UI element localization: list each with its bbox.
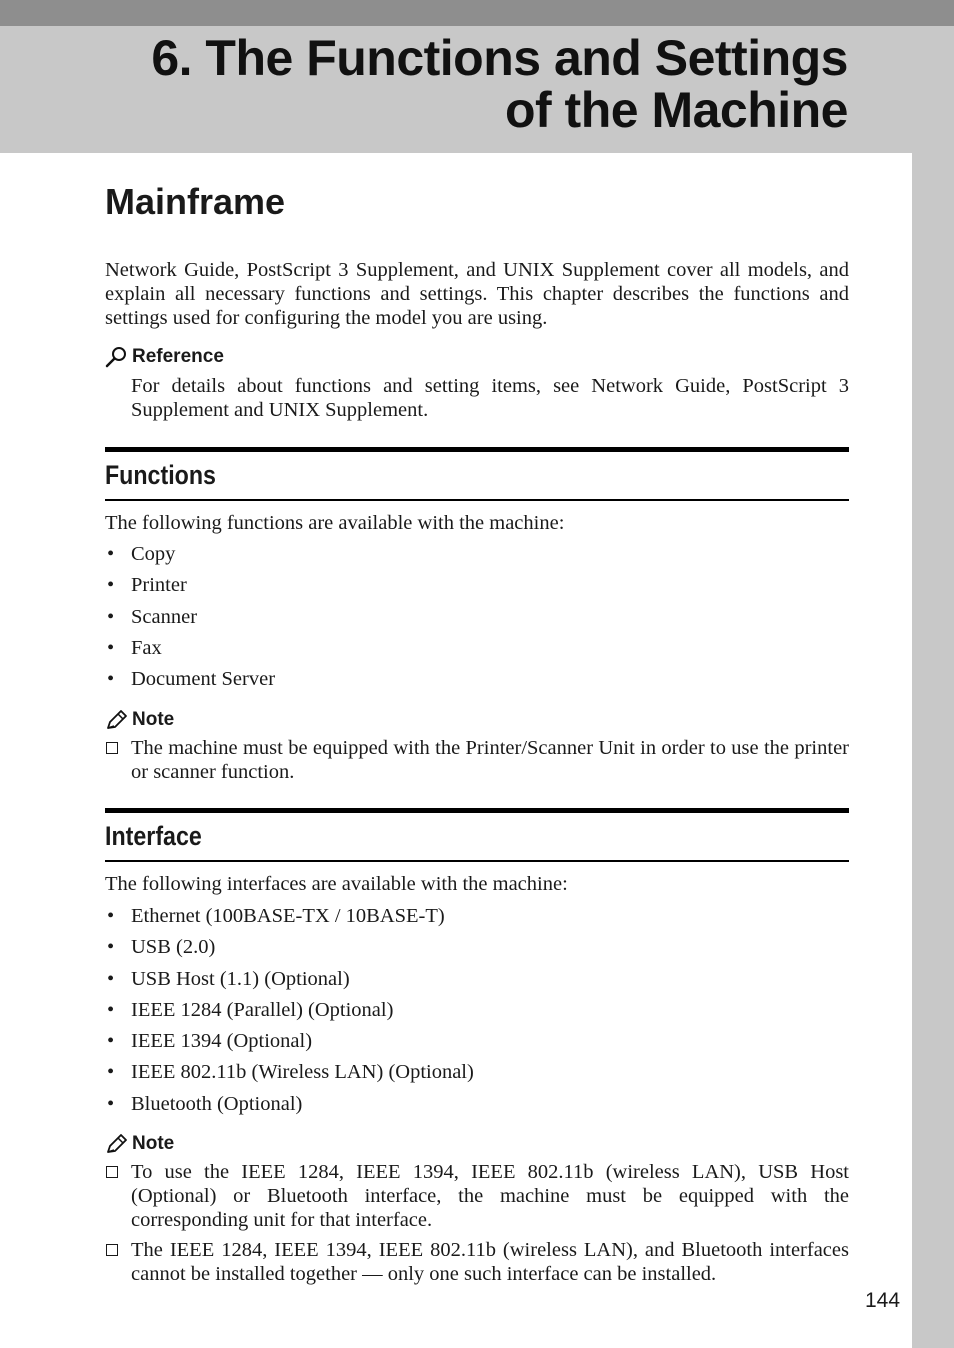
list-item-text: Printer [131, 574, 187, 597]
chapter-title [151, 32, 848, 136]
list-item [105, 542, 849, 573]
bullet-glyph: • [107, 998, 115, 1021]
list-item-text: USB Host (1.1) (Optional) [131, 967, 350, 990]
bullet-glyph: • [107, 936, 115, 959]
note-pencil-icon [105, 1133, 129, 1155]
list-item-text: Bluetooth (Optional) [131, 1092, 303, 1115]
interface-bottom-rule [105, 860, 849, 862]
reference-text: For details about functions and setting items, see Network Guide, PostScript 3 Supplement and UNIX Supplement. [131, 375, 849, 421]
functions-note-list [105, 736, 849, 790]
intro-paragraph: Network Guide, PostScript 3 Supplement, and UNIX Supplement cover all models, and explain all necessary functions and settings. This chapter describes the functions and settings used for configuring the model you are using. [105, 259, 849, 329]
list-item-text: IEEE 802.11b (Wireless LAN) (Optional) [131, 1061, 474, 1084]
functions-bottom-rule [105, 499, 849, 501]
list-item-text: Scanner [131, 605, 198, 628]
bullet-glyph: • [107, 967, 115, 990]
list-item-text: Copy [131, 543, 176, 565]
list-item [105, 1060, 849, 1091]
checkbox-square-icon [106, 742, 118, 754]
reference-label-text: Reference [132, 346, 224, 367]
list-item-text: Ethernet (100BASE-TX / 10BASE-T) [131, 905, 445, 927]
list-item [105, 573, 849, 604]
list-item-text: USB (2.0) [131, 936, 216, 959]
interface-top-rule [105, 808, 849, 813]
list-item [105, 1029, 849, 1060]
functions-note-label [105, 709, 174, 731]
functions-list [105, 542, 849, 698]
checkbox-square-icon [106, 1244, 118, 1256]
note-item [105, 736, 849, 784]
reference-label [105, 346, 224, 368]
bullet-glyph: • [107, 543, 115, 565]
bullet-glyph: • [107, 636, 115, 659]
reference-icon [105, 346, 129, 368]
bullet-glyph: • [107, 1092, 115, 1115]
list-item [105, 636, 849, 667]
bullet-glyph: • [107, 605, 115, 628]
interface-heading: Interface [105, 821, 202, 851]
section-title: Mainframe [105, 181, 286, 222]
interface-note-list [105, 1160, 849, 1292]
chapter-title-line-2: of the Machine [504, 82, 848, 138]
functions-lead: The following functions are available with the machine: [105, 512, 565, 534]
note-item-text: To use the IEEE 1284, IEEE 1394, IEEE 802.11b (wireless LAN), USB Host (Optional) or Bluetooth interface, the machine must be equipped with the corresponding unit for that interface. [131, 1161, 849, 1231]
list-item [105, 904, 849, 935]
chapter-title-line-1: 6. The Functions and Settings [151, 30, 848, 86]
functions-top-rule [105, 447, 849, 452]
interface-lead: The following interfaces are available with the machine: [105, 873, 568, 895]
note-label-text: Note [132, 709, 175, 730]
list-item-text: IEEE 1394 (Optional) [131, 1030, 313, 1053]
list-item [105, 1092, 849, 1123]
list-item [105, 935, 849, 966]
list-item-text: IEEE 1284 (Parallel) (Optional) [131, 998, 394, 1021]
list-item [105, 667, 849, 698]
note-pencil-icon [105, 709, 129, 731]
list-item-text: Fax [131, 636, 162, 659]
checkbox-square-icon [106, 1166, 118, 1178]
bullet-glyph: • [107, 905, 115, 927]
note-item [105, 1238, 849, 1286]
list-item-text: Document Server [131, 668, 276, 691]
functions-heading: Functions [105, 460, 216, 490]
list-item [105, 967, 849, 998]
note-item-text: The IEEE 1284, IEEE 1394, IEEE 802.11b (wireless LAN), and Bluetooth interfaces cannot be installed together — only one such interface can be installed. [131, 1239, 849, 1285]
bullet-glyph: • [107, 1061, 115, 1084]
bullet-glyph: • [107, 1030, 115, 1053]
page-number: 144 [865, 1289, 901, 1312]
note-item [105, 1160, 849, 1232]
header-top-strip [0, 0, 954, 26]
bullet-glyph: • [107, 668, 115, 691]
interface-list [105, 904, 849, 1123]
list-item [105, 998, 849, 1029]
list-item [105, 605, 849, 636]
page-edge-tab [912, 153, 954, 1348]
bullet-glyph: • [107, 574, 115, 597]
note-label-text: Note [132, 1133, 175, 1154]
interface-note-label [105, 1133, 174, 1155]
note-item-text: The machine must be equipped with the Printer/Scanner Unit in order to use the printer or scanner function. [131, 737, 849, 783]
